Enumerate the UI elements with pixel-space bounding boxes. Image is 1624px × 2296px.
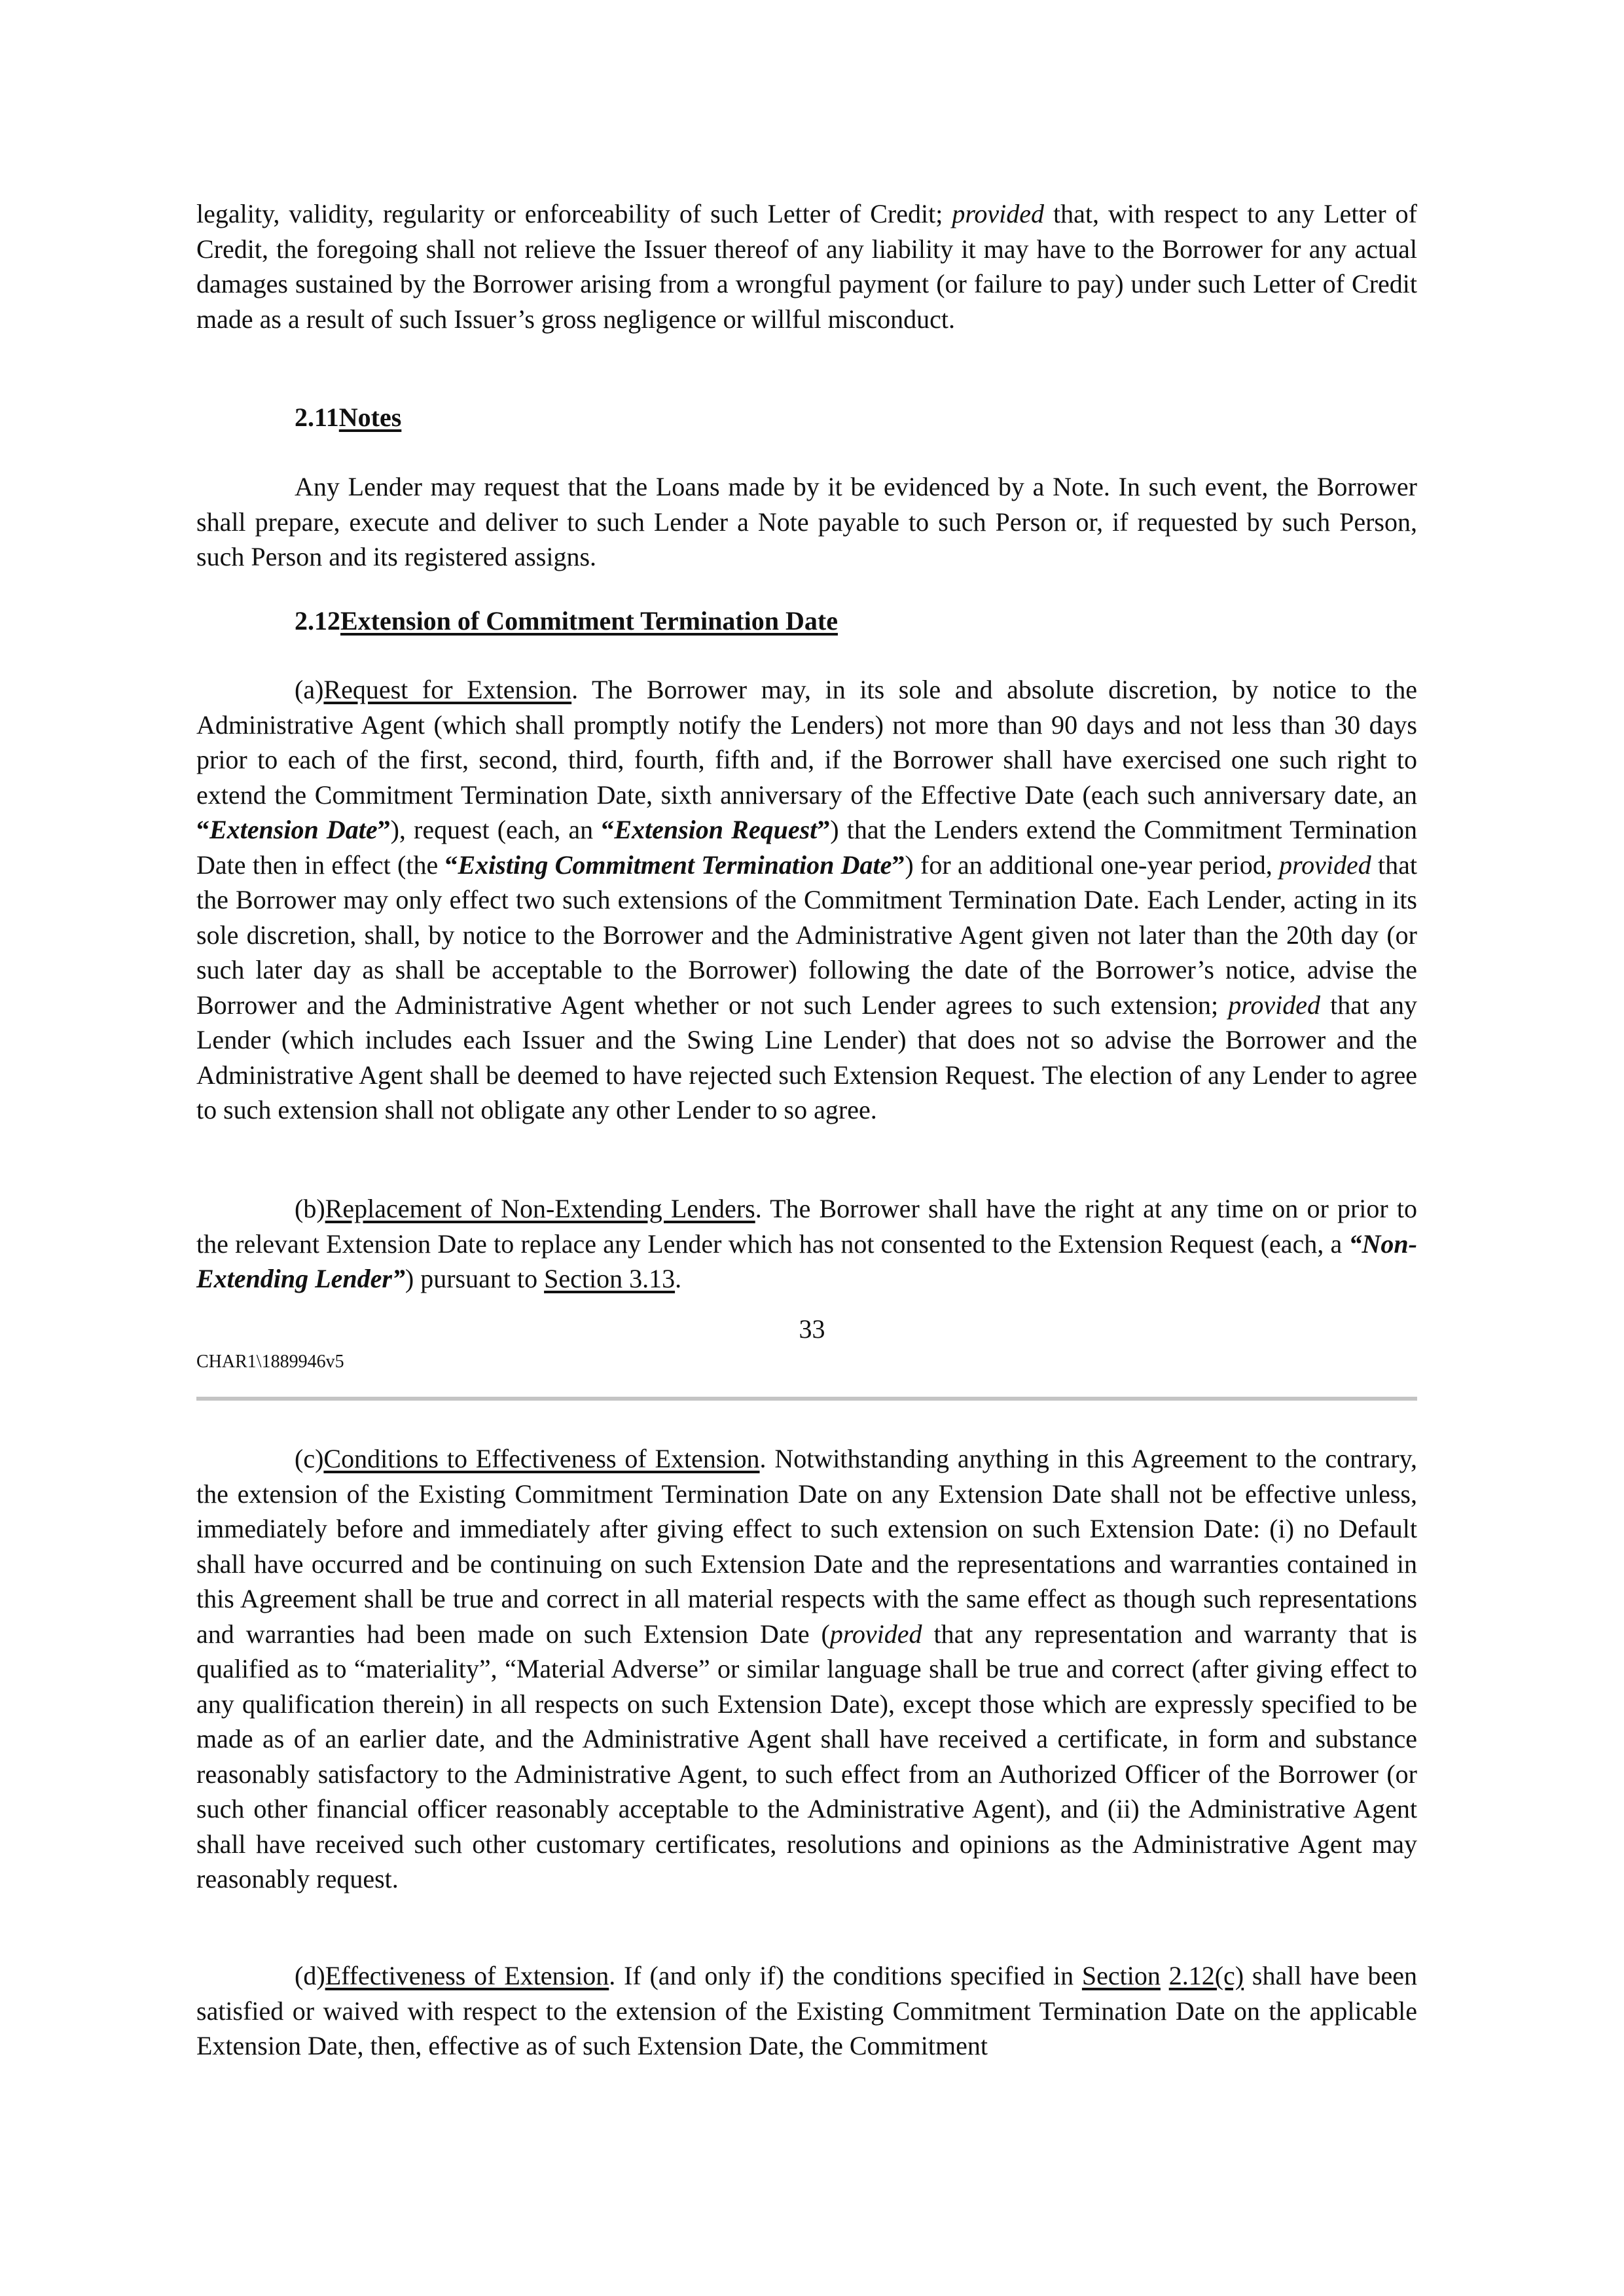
text-run: Any Lender may request that the Loans made by it be evidenced by a Note. In such event, the Borrower shall prepare, execute and deliver to such Lender a Note payable to such Person or, if requested by such Person, such Person and its registered assigns. (196, 472, 1417, 571)
text-run (1161, 1961, 1169, 1990)
text-run: that, with respect to any Letter of Credit, the foregoing shall not relieve the Issuer thereof of any liability it may have to the Borrower for any actual damages sustained by the Borrower arising from a wrongful payment (or failure to pay) under such Letter of Credit made as a result of such Issuer’s gross negligence or willful misconduct. (196, 199, 1418, 334)
section-2-12-heading (295, 603, 838, 638)
paragraph-caption: Conditions to Effectiveness of Extension (323, 1444, 760, 1473)
text-run: that any representation and warranty that is qualified as to “materiality”, “Material Adverse” or similar language shall be true and correct (after giving effect to any qualification therein) in all respects on such Extension Date), except those which are expressly specified to be made as of an earlier date, and the Administrative Agent shall have received a certificate, in form and substance reasonably satisfactory to the Administrative Agent, to such effect from an Authorized Officer of the Borrower (or such other financial officer reasonably acceptable to the Administrative Agent), and (ii) the Administrative Agent shall have received such other customary certificates, resolutions and opinions as the Administrative Agent may reasonably request. (196, 1619, 1418, 1893)
text-run: . Notwithstanding anything in this Agreement to the contrary, the extension of the Existing Commitment Termination Date on any Extension Date shall not be effective unless, immediately before and immediately after giving effect to such extension on such Extension Date: (i) no Default shall have occurred and be continuing on such Extension Date and the representations and warranties contained in this Agreement shall be true and correct in all material respects with the same effect as though such representations and warranties had been made on such Extension Date ( (196, 1444, 1417, 1649)
paragraph-b-replacement (196, 1191, 1417, 1297)
paragraph-caption: Request for Extension (323, 675, 572, 704)
section-number: 2.12 (295, 606, 340, 636)
page-number: 33 (799, 1314, 825, 1344)
provided-term: provided (829, 1619, 922, 1649)
paragraph-a-request-for-extension (196, 672, 1417, 1128)
section-reference-link[interactable]: 2.12(c) (1168, 1961, 1244, 1990)
paragraph-c-conditions (196, 1441, 1417, 1897)
quote-mark: ” (817, 815, 831, 844)
text-run: ) that the Lenders extend the Commitment Termination Date then in effect (the (196, 815, 1417, 880)
quote-mark: ” (377, 815, 391, 844)
defined-term: Extension Request (614, 815, 818, 844)
quote-mark: ” (892, 850, 905, 880)
text-run: that any Lender (which includes each Issuer and the Swing Line Lender) that does not so advise the Borrower and the Administrative Agent shall be deemed to have rejected such Extension Request. The election of any Lender to agree to such extension shall not obligate any other Lender to so agree. (196, 990, 1418, 1124)
text-run: . If (and only if) the conditions specified in (609, 1961, 1082, 1990)
text-run: ), request (each, an (390, 815, 602, 844)
section-reference-link[interactable]: Section 3.13 (544, 1264, 676, 1293)
provided-term: provided (1279, 850, 1371, 880)
paragraph-caption: Effectiveness of Extension (325, 1961, 609, 1990)
page-separator (196, 1397, 1417, 1401)
section-title: Notes (338, 403, 402, 432)
paragraph-label: (d) (295, 1961, 325, 1990)
quote-mark: “ (601, 815, 615, 844)
paragraph-label: (a) (295, 675, 324, 704)
paragraph-d-effectiveness (196, 1958, 1417, 2064)
provided-term: provided (1228, 990, 1320, 1020)
section-title: Extension of Commitment Termination Date (340, 606, 838, 636)
section-2-11-body (196, 469, 1417, 575)
quote-mark: “ (196, 815, 209, 844)
provided-term: provided (952, 199, 1045, 228)
carryover-paragraph (196, 196, 1417, 336)
section-reference-link[interactable]: Section (1081, 1961, 1161, 1990)
paragraph-label: (c) (295, 1444, 324, 1473)
text-run: ) for an additional one-year period, (905, 850, 1280, 880)
text-run: legality, validity, regularity or enforceability of such Letter of Credit; (196, 199, 952, 228)
text-run: . The Borrower may, in its sole and absolute discretion, by notice to the Administrative Agent (which shall promptly notify the Lenders) not more than 90 days and not less than 30 days prior to each of the first, second, third, fourth, fifth and, if the Borrower shall have exercised one such right to extend the Commitment Termination Date, sixth anniversary of the Effective Date (each such anniversary date, an (196, 675, 1418, 810)
defined-term: “Non-Extending Lender” (196, 1229, 1417, 1293)
text-run: . The Borrower shall have the right at any time on or prior to the relevant Extension Date to replace any Lender which has not consented to the Extension Request (each, a (196, 1194, 1417, 1259)
text-run: that the Borrower may only effect two such extensions of the Commitment Termination Date. Each Lender, acting in its sole discretion, shall, by notice to the Borrower and the Administrative Agent given not later than the 20th day (or such later day as shall be acceptable to the Borrower) following the date of the Borrower’s notice, advise the Borrower and the Administrative Agent whether or not such Lender agrees to such extension; (196, 850, 1418, 1020)
quote-mark: “ (444, 850, 458, 880)
text-run: ) pursuant to (405, 1264, 545, 1293)
paragraph-label: (b) (295, 1194, 325, 1223)
paragraph-caption: Replacement of Non-Extending Lenders (325, 1194, 755, 1223)
section-2-11-heading (295, 400, 401, 435)
text-run: shall have been satisfied or waived with respect to the extension of the Existing Commitment Termination Date on the applicable Extension Date, then, effective as of such Extension Date, the Commitment (196, 1961, 1418, 2060)
section-number: 2.11 (295, 403, 339, 432)
defined-term: Existing Commitment Termination Date (458, 850, 892, 880)
text-run: . (675, 1264, 682, 1293)
defined-term: Extension Date (209, 815, 378, 844)
document-id: CHAR1\1889946v5 (196, 1352, 344, 1372)
